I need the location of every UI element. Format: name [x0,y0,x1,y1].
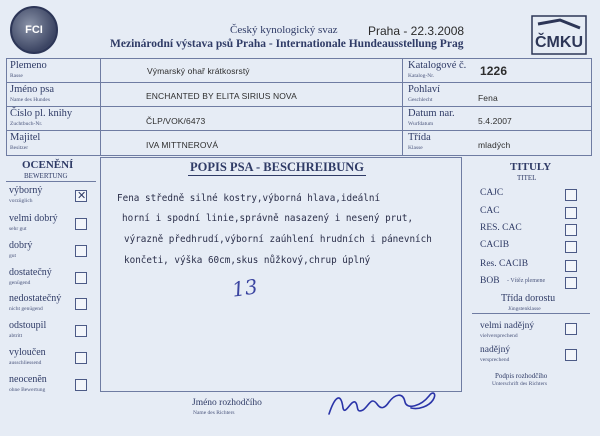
judge-signature-sublabel: Unterschrift des Richters [492,381,547,387]
grid-line [6,155,592,156]
rating-checkbox[interactable] [75,245,87,257]
promising-2-checkbox[interactable] [565,349,577,361]
document-title: Mezinárodní výstava psů Praha - Internationale Hundeausstellung Prag [110,38,464,50]
rating-checkbox[interactable] [75,272,87,284]
rating-checkbox[interactable] [75,218,87,230]
grid-line [6,82,592,83]
rating-sublabel: nicht genügend [9,306,43,312]
breed-value: Výmarský ohař krátkosrstý [147,66,250,76]
rating-label: velmi dobrý [9,213,58,224]
title-suffix: - Vítěz plemene [507,278,546,284]
dog-name-value: ENCHANTED BY ELITA SIRIUS NOVA [146,91,297,101]
promising-1-checkbox[interactable] [565,323,577,335]
rating-sublabel: vorzüglich [9,198,33,204]
rating-label: nedostatečný [9,293,62,304]
title-checkbox[interactable] [565,207,577,219]
studbook-sublabel: Zuchtbuch-Nr. [10,121,43,127]
fci-logo-text: FCI [25,24,43,36]
sex-sublabel: Geschlecht [408,97,433,103]
grid-line [591,58,592,156]
rating-sublabel: ausschliessend [9,360,42,366]
title-label: CAC [480,206,500,216]
birth-date-sublabel: Wurfdatum [408,121,434,127]
dog-name-label: Jméno psa [10,84,55,95]
rating-checkbox[interactable] [75,190,87,202]
title-checkbox[interactable] [565,224,577,236]
rating-label: výborný [9,185,43,196]
fci-logo [10,6,58,54]
show-place-date: Praha - 22.3.2008 [368,24,465,38]
description-title: POPIS PSA - BESCHREIBUNG [190,160,364,174]
grid-line [402,58,403,156]
owner-value: IVA MITTNEROVÁ [146,140,219,150]
rating-sublabel: gut [9,253,17,259]
titles-title: TITULY [510,161,552,173]
rating-checkbox[interactable] [75,379,87,391]
ratings-subtitle: BEWERTUNG [24,172,68,180]
ratings-title: OCENĚNÍ [22,159,74,171]
judge-name-label: Jméno rozhodčího [192,398,262,408]
title-checkbox[interactable] [565,277,577,289]
rating-checkbox[interactable] [75,325,87,337]
rating-label: neocenĕn [9,374,47,385]
organization-name: Český kynologický svaz [230,24,338,36]
junior-class-sublabel: Jüngstenklasse [508,306,541,312]
title-checkbox[interactable] [565,260,577,272]
studbook-value: ČLP/VOK/6473 [146,116,206,126]
title-label: Res. CACIB [480,259,529,269]
rating-sublabel: sehr gut [9,226,27,232]
title-label: CAJC [480,188,504,198]
rating-label: dostatečný [9,267,52,278]
rating-sublabel: genügend [9,280,31,286]
owner-label: Majitel [10,132,41,143]
grid-line [6,106,592,107]
description-line-3: výrazně předhrudí,výborní zaúhlení hrudních i pánevních [124,234,432,245]
rating-checkbox[interactable] [75,352,87,364]
title-label: RES. CAC [480,223,522,233]
description-line-1: Fena středně silné kostry,výborná hlava,ideální [117,193,381,204]
titles-subtitle: TITEL [517,174,537,182]
grid-line [6,58,7,156]
rating-sublabel: abtritt [9,333,23,339]
ratings-divider [6,181,96,182]
sex-label: Pohlaví [408,84,441,95]
grid-line [6,58,592,59]
judge-signature [325,386,445,420]
title-label: BOB [480,276,500,286]
dog-name-sublabel: Name des Hundes [10,97,51,103]
rating-label: odstoupil [9,320,47,331]
class-sublabel: Klasse [408,145,423,151]
breed-sublabel: Rasse [10,73,23,79]
owner-sublabel: Besitzer [10,145,29,151]
promising-1-label: velmi nadějný [480,321,535,331]
description-line-4: končeti, výška 60cm,skus nůžkový,chrup úplný [124,255,371,266]
title-checkbox[interactable] [565,241,577,253]
rating-label: vyloučen [9,347,46,358]
cmku-logo-graphic [530,14,588,56]
title-checkbox[interactable] [565,189,577,201]
promising-1-sublabel: vielversprechend [480,333,518,339]
promising-2-label: nadějný [480,345,511,355]
judge-name-sublabel: Name des Richters [193,410,235,416]
grid-line [100,58,101,156]
class-value: mladých [478,140,511,150]
junior-class-divider [472,313,590,314]
catalog-value: 1226 [480,64,508,78]
rating-label: dobrý [9,240,33,251]
cmku-logo [530,14,588,56]
promising-2-sublabel: versprechend [480,357,510,363]
rating-checkbox[interactable] [75,298,87,310]
sex-value: Fena [478,93,498,103]
grid-line [6,130,592,131]
rating-sublabel: ohne Bewertung [9,387,46,393]
junior-class-label: Třída dorostu [501,293,556,304]
handwritten-mark: 13 [230,274,259,302]
catalog-sublabel: Katalog-Nr. [408,73,435,79]
studbook-label: Číslo pl. knihy [10,108,73,119]
birth-date-label: Datum nar. [408,108,455,119]
class-label: Třída [408,132,431,143]
catalog-label: Katalogové č. [408,60,467,71]
description-line-2: horní i spodní linie,správně nasazený i nesený prut, [122,213,414,224]
breed-label: Plemeno [10,60,47,71]
judge-signature-label: Podpis rozhodčího [495,372,548,380]
title-label: CACIB [480,240,510,250]
cmku-logo-text: ČMKU [535,34,583,51]
birth-date-value: 5.4.2007 [478,116,512,126]
